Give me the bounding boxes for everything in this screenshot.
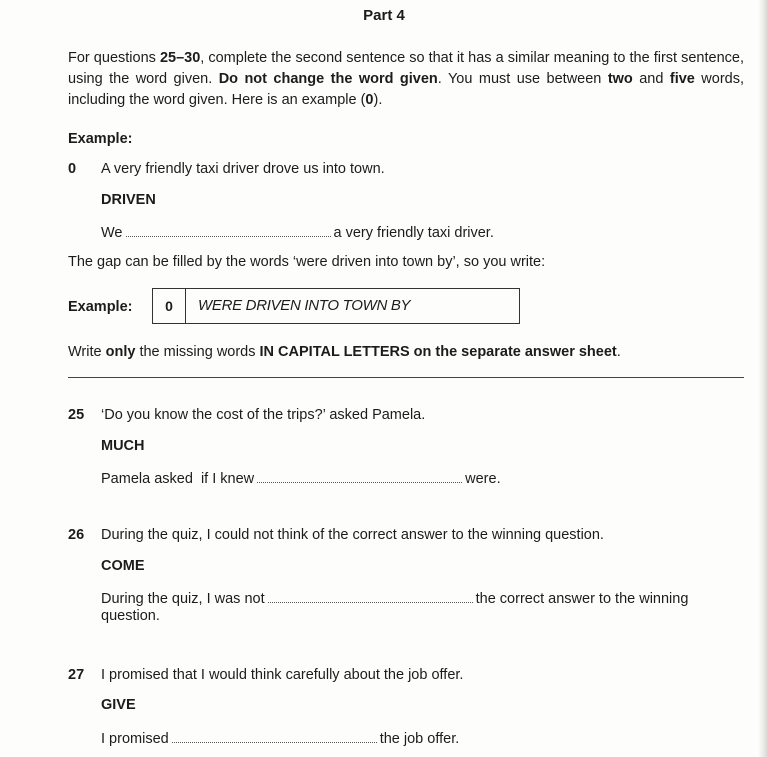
question-keyword: GIVE <box>101 697 136 713</box>
example-box-label: Example: <box>68 299 133 315</box>
intro-text: , complete the second sentence so that it has a similar meaning to the first sentence, using the word given. <box>68 50 744 87</box>
question-gap-sentence <box>101 588 688 607</box>
page-edge-shadow <box>758 0 768 757</box>
intro-text: . You must use between <box>437 71 608 87</box>
gap-start: During the quiz, I was not <box>101 591 265 607</box>
instruction-text: the missing words <box>135 344 260 360</box>
answer-gap <box>268 588 473 603</box>
example-sentence: A very friendly taxi driver drove us into town. <box>101 161 385 177</box>
answer-gap <box>172 728 377 743</box>
intro-emphasis: 0 <box>365 92 374 108</box>
question-number: 25 <box>68 407 85 423</box>
instruction-text: . <box>616 344 621 360</box>
gap-end: the correct answer to the winning <box>475 591 689 607</box>
example-number: 0 <box>68 161 77 177</box>
intro-text: and <box>632 71 670 87</box>
gap-start: Pamela asked if I knew <box>101 471 255 487</box>
question-number: 27 <box>68 667 85 683</box>
instructions-paragraph <box>68 48 744 111</box>
example-keyword: DRIVEN <box>101 192 156 208</box>
intro-text: ). <box>373 92 383 108</box>
example-heading: Example: <box>68 131 133 147</box>
answer-gap <box>257 468 462 483</box>
intro-text: For questions <box>68 50 160 66</box>
question-sentence: I promised that I would think carefully about the job offer. <box>101 667 464 683</box>
gap-end: the job offer. <box>379 731 460 747</box>
page-title: Part 4 <box>363 7 405 24</box>
section-divider <box>68 377 744 378</box>
question-sentence: During the quiz, I could not think of the correct answer to the winning question. <box>101 527 604 543</box>
example-gap-sentence <box>101 222 494 241</box>
intro-emphasis: Do not change the word given <box>218 71 438 87</box>
gap-end: a very friendly taxi driver. <box>333 225 494 241</box>
write-instruction <box>68 344 621 360</box>
example-box-number: 0 <box>153 289 186 323</box>
gap-start: I promised <box>101 731 169 747</box>
example-explanation: The gap can be filled by the words ‘were driven into town by’, so you write: <box>68 254 546 270</box>
gap-end-continued: question. <box>101 608 160 624</box>
intro-text: words, including the word given. Here is an example ( <box>68 71 745 108</box>
instruction-emphasis: IN CAPITAL LETTERS on the separate answer sheet <box>259 344 617 360</box>
question-keyword: COME <box>101 558 145 574</box>
intro-emphasis: two <box>607 71 633 87</box>
instruction-text: Write <box>68 344 106 360</box>
question-number: 26 <box>68 527 85 543</box>
question-sentence: ‘Do you know the cost of the trips?’ asked Pamela. <box>101 407 426 423</box>
question-range: 25–30 <box>159 50 201 66</box>
question-gap-sentence <box>101 468 501 487</box>
example-box-answer: WERE DRIVEN INTO TOWN BY <box>198 297 411 314</box>
instruction-emphasis: only <box>105 344 136 360</box>
question-keyword: MUCH <box>101 438 145 454</box>
question-gap-sentence <box>101 728 459 747</box>
gap-start: We <box>101 225 123 241</box>
intro-emphasis: five <box>669 71 695 87</box>
answer-gap <box>126 222 331 237</box>
example-answer-box <box>152 288 520 324</box>
gap-end: were. <box>465 471 501 487</box>
